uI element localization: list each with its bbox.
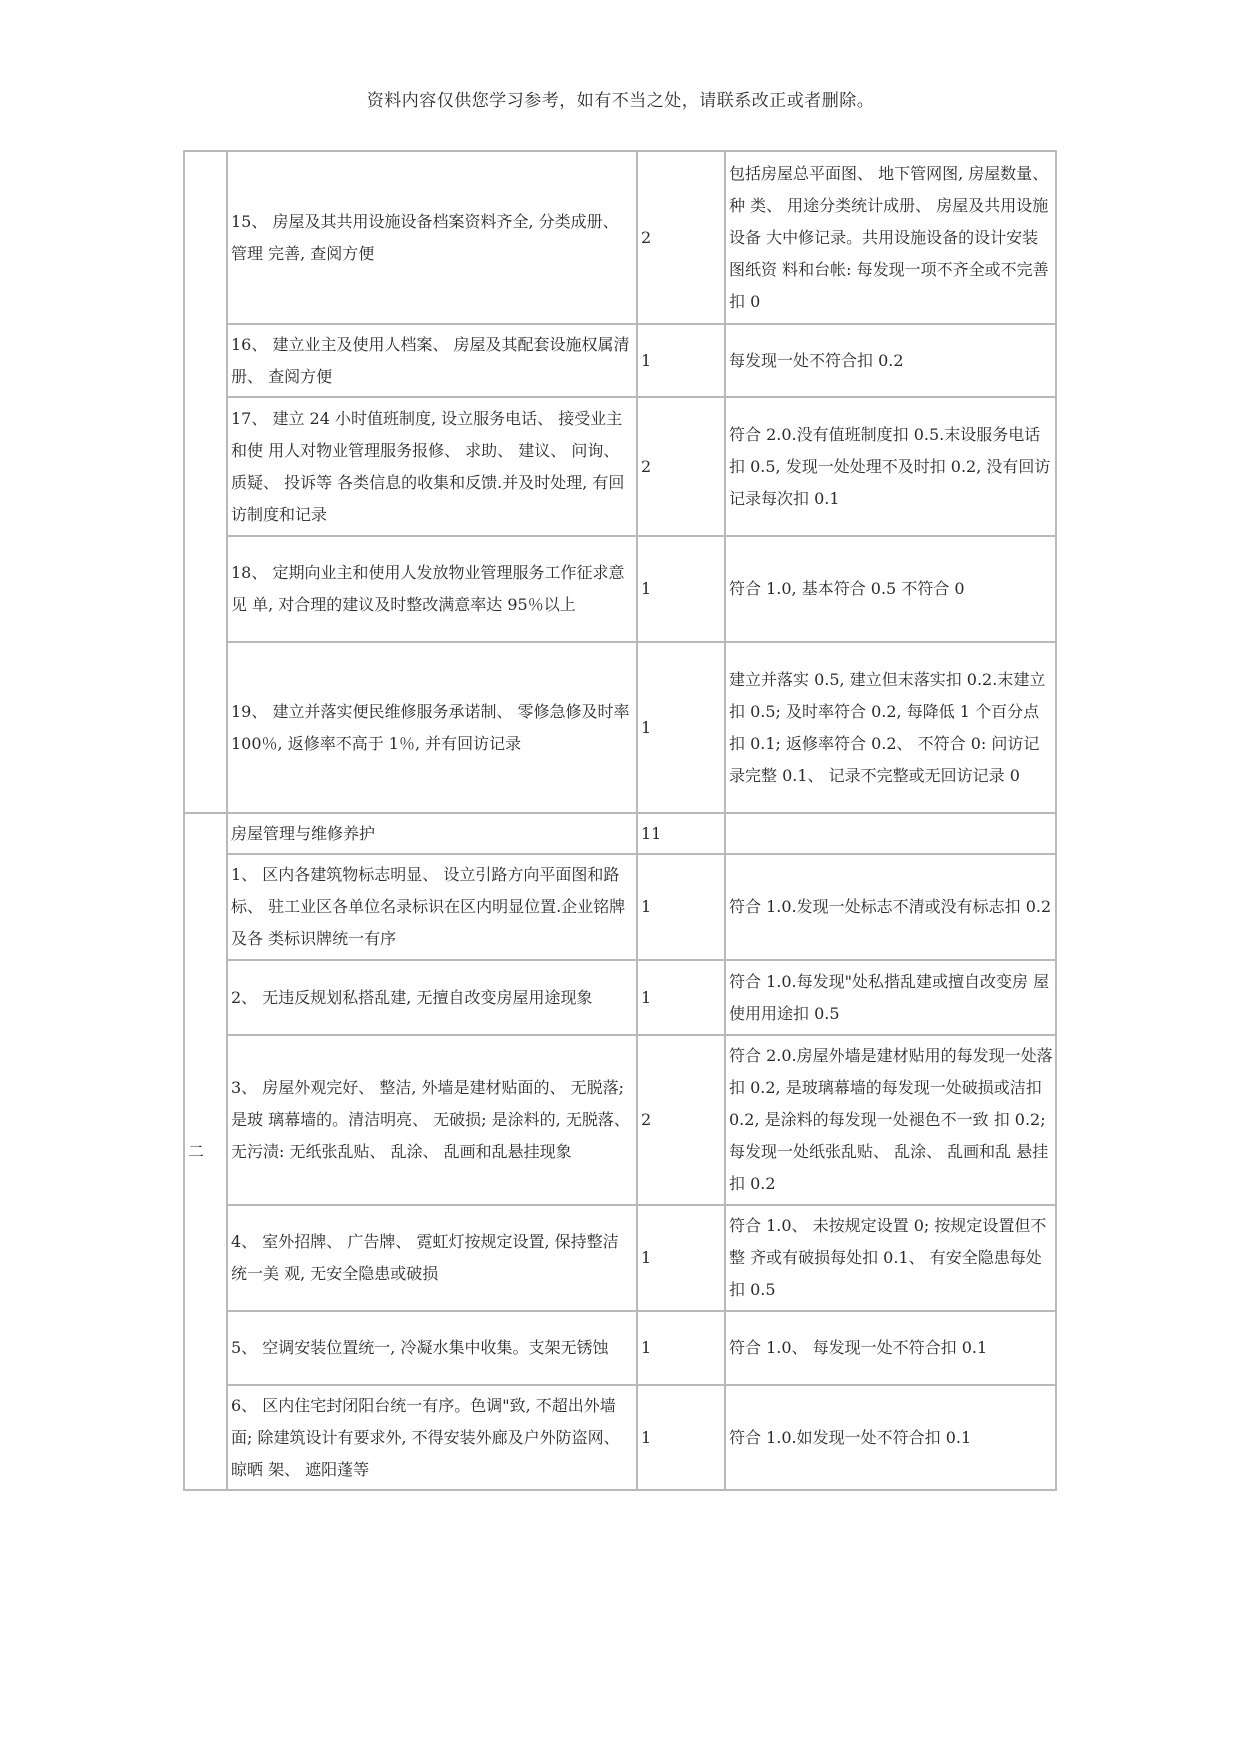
table-row bbox=[184, 151, 1056, 324]
score-cell: 2 bbox=[637, 397, 725, 536]
criteria-cell: 包括房屋总平面图、 地下管网图, 房屋数量、 种 类、 用途分类统计成册、 房屋及共用设施设备 大中修记录。共用设施设备的设计安装图纸资 料和台帐: 每发现一项不齐全或不完善扣 0 bbox=[725, 151, 1056, 324]
item-cell: 16、 建立业主及使用人档案、 房屋及其配套设施权属清册、 查阅方便 bbox=[227, 324, 637, 397]
criteria-cell: 符合 1.0、 每发现一处不符合扣 0.1 bbox=[725, 1311, 1056, 1385]
score-cell: 1 bbox=[637, 1385, 725, 1490]
item-cell: 4、 室外招牌、 广告牌、 霓虹灯按规定设置, 保持整洁统一美 观, 无安全隐患或破损 bbox=[227, 1205, 637, 1311]
item-cell: 5、 空调安装位置统一, 冷凝水集中收集。支架无锈蚀 bbox=[227, 1311, 637, 1385]
criteria-cell: 符合 1.0.发现一处标志不清或没有标志扣 0.2 bbox=[725, 854, 1056, 960]
score-cell: 1 bbox=[637, 1311, 725, 1385]
score-cell: 1 bbox=[637, 960, 725, 1035]
score-cell: 1 bbox=[637, 1205, 725, 1311]
section-1-cell bbox=[184, 151, 227, 813]
criteria-cell: 符合 1.0.如发现一处不符合扣 0.1 bbox=[725, 1385, 1056, 1490]
section-2-label: 二 bbox=[184, 813, 227, 1490]
item-cell: 19、 建立并落实便民维修服务承诺制、 零修急修及时率 100％, 返修率不高于 1％, 并有回访记录 bbox=[227, 642, 637, 813]
score-cell: 1 bbox=[637, 854, 725, 960]
table-row bbox=[184, 324, 1056, 397]
table-row bbox=[184, 1035, 1056, 1205]
score-cell: 2 bbox=[637, 1035, 725, 1205]
table-row bbox=[184, 1385, 1056, 1490]
criteria-cell: 建立并落实 0.5, 建立但末落实扣 0.2.末建立 扣 0.5; 及时率符合 0.2, 每降低 1 个百分点扣 0.1; 返修率符合 0.2、 不符合 0: 问访记录完整 0.1、 记录不完整或无回访记录 0 bbox=[725, 642, 1056, 813]
table-row bbox=[184, 1205, 1056, 1311]
criteria-cell bbox=[725, 813, 1056, 854]
score-cell: 2 bbox=[637, 151, 725, 324]
criteria-cell: 符合 1.0.每发现"处私揩乱建或擅自改变房 屋使用用途扣 0.5 bbox=[725, 960, 1056, 1035]
score-cell: 1 bbox=[637, 642, 725, 813]
score-cell: 1 bbox=[637, 324, 725, 397]
table-row bbox=[184, 536, 1056, 642]
table-row bbox=[184, 642, 1056, 813]
criteria-cell: 每发现一处不符合扣 0.2 bbox=[725, 324, 1056, 397]
item-cell: 1、 区内各建筑物标志明显、 设立引路方向平面图和路标、 驻工业区各单位名录标识在区内明显位置.企业铭牌及各 类标识牌统一有序 bbox=[227, 854, 637, 960]
evaluation-table bbox=[183, 150, 1057, 1491]
header-note: 资料内容仅供您学习参考，如有不当之处，请联系改正或者删除。 bbox=[366, 91, 875, 111]
item-cell: 15、 房屋及其共用设施设备档案资料齐全, 分类成册、 管理 完善, 查阅方便 bbox=[227, 151, 637, 324]
item-cell: 3、 房屋外观完好、 整洁, 外墙是建材贴面的、 无脱落; 是玻 璃幕墙的。清洁明亮、 无破损; 是涂料的, 无脱落、 无污渍: 无纸张乱贴、 乱涂、 乱画和乱悬挂现象 bbox=[227, 1035, 637, 1205]
section-total: 11 bbox=[637, 813, 725, 854]
score-cell: 1 bbox=[637, 536, 725, 642]
table-row bbox=[184, 854, 1056, 960]
item-cell: 2、 无违反规划私搭乱建, 无擅自改变房屋用途现象 bbox=[227, 960, 637, 1035]
item-cell: 18、 定期向业主和使用人发放物业管理服务工作征求意见 单, 对合理的建议及时整改满意率达 95％以上 bbox=[227, 536, 637, 642]
table-row bbox=[184, 1311, 1056, 1385]
criteria-cell: 符合 1.0、 未按规定设置 0; 按规定设置但不整 齐或有破损每处扣 0.1、 有安全隐患每处扣 0.5 bbox=[725, 1205, 1056, 1311]
criteria-cell: 符合 1.0, 基本符合 0.5 不符合 0 bbox=[725, 536, 1056, 642]
section-header-row bbox=[184, 813, 1056, 854]
table-row bbox=[184, 960, 1056, 1035]
criteria-cell: 符合 2.0.没有值班制度扣 0.5.末设服务电话 扣 0.5, 发现一处处理不及时扣 0.2, 没有回访 记录每次扣 0.1 bbox=[725, 397, 1056, 536]
criteria-cell: 符合 2.0.房屋外墙是建材贴用的每发现一处落扣 0.2, 是玻璃幕墙的每发现一处破损或洁扣 0.2, 是涂料的每发现一处褪色不一致 扣 0.2; 每发现一处纸张乱贴、 乱涂、 乱画和乱 悬挂扣 0.2 bbox=[725, 1035, 1056, 1205]
item-cell: 6、 区内住宅封闭阳台统一有序。色调"致, 不超出外墙面; 除建筑设计有要求外, 不得安装外廊及户外防盗网、 晾晒 架、 遮阳蓬等 bbox=[227, 1385, 637, 1490]
table-row bbox=[184, 397, 1056, 536]
item-cell: 17、 建立 24 小时值班制度, 设立服务电话、 接受业主和使 用人对物业管理服务报修、 求助、 建议、 问询、 质疑、 投诉等 各类信息的收集和反馈.并及时处理, 有回访制度和记录 bbox=[227, 397, 637, 536]
section-title: 房屋管理与维修养护 bbox=[227, 813, 637, 854]
